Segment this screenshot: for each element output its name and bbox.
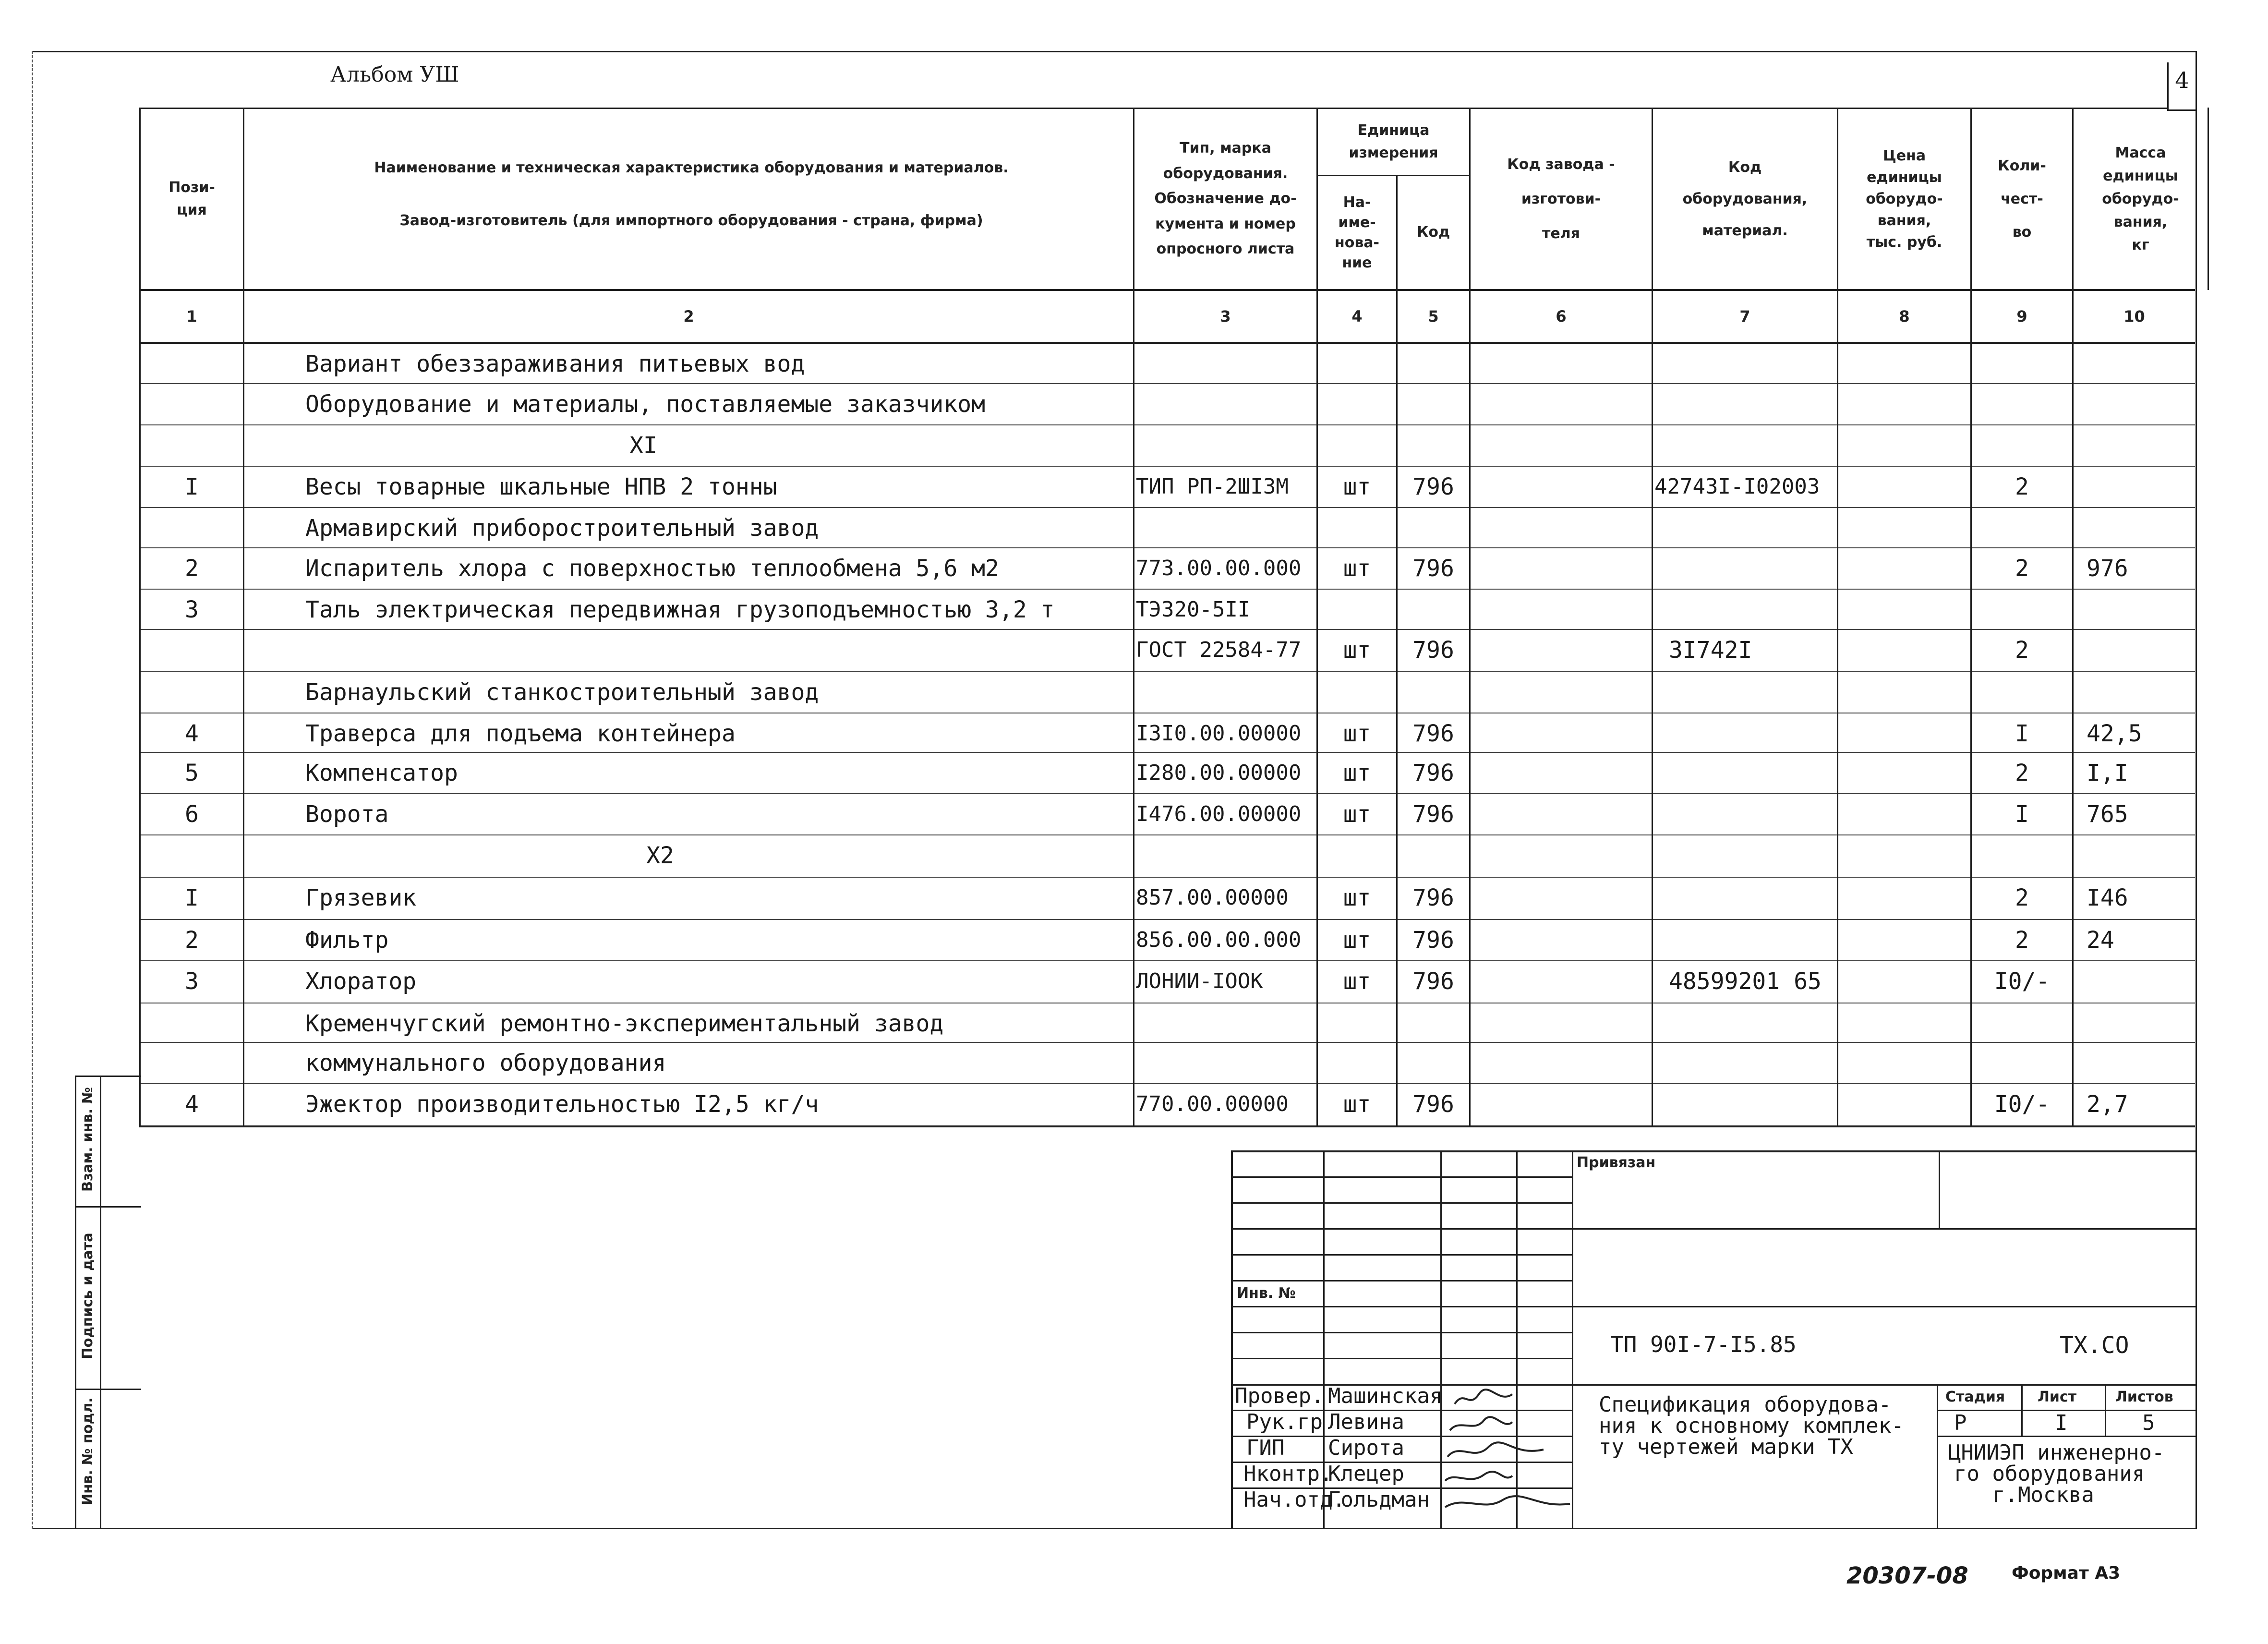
signature-squiggles: [1440, 1385, 1584, 1529]
row-6-pos: 3: [185, 596, 199, 623]
row-11-type: І476.00.00000: [1136, 802, 1302, 826]
col-num-10: 10: [2123, 307, 2145, 326]
header-equipment-code: Код оборудования, материал.: [1682, 158, 1808, 239]
frame-left-dashed: [32, 51, 34, 1529]
row-separator-3: [139, 466, 2195, 467]
title-role-3: Нконтр.: [1243, 1462, 1333, 1486]
row-14-code: 796: [1412, 927, 1454, 954]
row-10-unit: шт: [1343, 760, 1371, 786]
title-project-code: ТП 90І-7-І5.85: [1610, 1331, 1797, 1357]
title-org-0: ЦНИИЭП инженерно-: [1948, 1440, 2165, 1465]
row-14-mass: 24: [2087, 927, 2114, 954]
row-8-name: Барнаульский станкостроительный завод: [305, 679, 819, 706]
row-9-type: І3І0.00.00000: [1136, 721, 1302, 746]
row-11-unit: шт: [1343, 801, 1371, 828]
title-name-2: Сирота: [1328, 1436, 1404, 1460]
row-11-pos: 6: [185, 801, 199, 828]
row-3-ecode: 42743І-І02003: [1654, 474, 1820, 499]
header-unit-group: Единица измерения: [1349, 122, 1438, 161]
title-bound-label: Привязан: [1577, 1154, 1656, 1171]
row-6-type: ТЭ320-5ІІ: [1136, 597, 1251, 622]
row-15-qty: І0/-: [1994, 968, 2050, 995]
title-sheets-label: Листов: [2115, 1389, 2173, 1405]
row-3-type: ТИП РП-2ШІЗМ: [1136, 474, 1289, 499]
col-num-7: 7: [1739, 307, 1750, 326]
row-5-pos: 2: [185, 555, 199, 582]
title-name-3: Клецер: [1328, 1462, 1404, 1486]
header-unit-name: На- име- нова- ние: [1334, 193, 1380, 271]
page-number: 4: [2175, 67, 2189, 93]
row-5-type: 773.00.00.000: [1136, 556, 1302, 580]
header-mass: Масса единицы оборудо- вания, кг: [2102, 144, 2179, 254]
row-10-pos: 5: [185, 760, 199, 786]
row-15-code: 796: [1412, 968, 1454, 995]
row-5-code: 796: [1412, 555, 1454, 582]
album-label: Альбом УШ: [330, 62, 459, 87]
frame-top: [32, 51, 2197, 52]
row-18-code: 796: [1412, 1091, 1454, 1118]
col-num-1: 1: [186, 307, 197, 326]
row-14-name: Фильтр: [305, 927, 389, 954]
side-label-replaced-inv: Взам. инв. №: [79, 1087, 96, 1192]
row-10-mass: І,І: [2087, 760, 2128, 786]
row-2-center: XI: [629, 432, 657, 459]
row-separator-6: [139, 589, 2195, 590]
row-9-code: 796: [1412, 720, 1454, 747]
row-14-qty: 2: [2015, 927, 2029, 954]
row-7-qty: 2: [2015, 637, 2029, 664]
handwritten-number: 20307-08: [1846, 1562, 1968, 1589]
row-separator-8: [139, 671, 2195, 672]
title-description-2: ту чертежей марки ТХ: [1599, 1435, 1853, 1459]
row-10-code: 796: [1412, 760, 1454, 786]
frame-bottom: [32, 1528, 2197, 1529]
format-label: Формат А3: [2012, 1563, 2121, 1583]
header-type: Тип, марка оборудования. Обозначение до- кумента и номер опросного листа: [1154, 140, 1297, 258]
title-org-2: г.Москва: [1992, 1483, 2094, 1507]
row-18-qty: І0/-: [1994, 1091, 2050, 1118]
row-5-unit: шт: [1343, 555, 1371, 582]
row-10-qty: 2: [2015, 760, 2029, 786]
row-4-name: Армавирский приборостроительный завод: [305, 515, 819, 542]
row-13-pos: I: [185, 884, 199, 911]
row-separator-1: [139, 383, 2195, 384]
header-factory-code: Код завода - изготови- теля: [1507, 156, 1615, 242]
row-separator-15: [139, 960, 2195, 961]
row-13-unit: шт: [1343, 884, 1371, 911]
header-position: Пози- ция: [169, 179, 215, 218]
row-separator-7: [139, 629, 2195, 630]
row-13-code: 796: [1412, 884, 1454, 911]
title-name-1: Левина: [1328, 1410, 1404, 1434]
title-name-4: Гольдман: [1328, 1487, 1430, 1512]
row-9-unit: шт: [1343, 720, 1371, 747]
row-10-type: І280.00.00000: [1136, 761, 1302, 785]
row-separator-2: [139, 424, 2195, 425]
row-13-name: Грязевик: [305, 884, 417, 911]
row-10-name: Компенсатор: [305, 760, 458, 786]
side-label-inv-original: Инв. № подл.: [79, 1397, 96, 1505]
row-7-code: 796: [1412, 637, 1454, 664]
col-num-6: 6: [1556, 307, 1567, 326]
row-5-qty: 2: [2015, 555, 2029, 582]
row-15-ecode: 48599201 65: [1669, 968, 1822, 995]
row-12-center: X2: [646, 842, 674, 869]
col-num-8: 8: [1899, 307, 1910, 326]
row-0-name: Вариант обеззараживания питьевых вод: [305, 351, 805, 377]
row-15-unit: шт: [1343, 968, 1371, 995]
header-quantity: Коли- чест- во: [1998, 157, 2046, 241]
row-separator-5: [139, 547, 2195, 548]
title-sheets: 5: [2142, 1411, 2155, 1435]
header-name-line2: Завод-изготовитель (для импортного оборудования - страна, фирма): [399, 212, 983, 229]
title-description-0: Спецификация оборудова-: [1599, 1392, 1892, 1417]
row-3-qty: 2: [2015, 473, 2029, 500]
row-11-name: Ворота: [305, 801, 389, 828]
row-3-unit: шт: [1343, 473, 1371, 500]
title-sheet-label: Лист: [2038, 1389, 2077, 1405]
row-15-name: Хлоратор: [305, 968, 417, 995]
row-13-qty: 2: [2015, 884, 2029, 911]
row-7-unit: шт: [1343, 637, 1371, 664]
title-sheet: І: [2055, 1411, 2068, 1435]
row-7-ecode: 3І742І: [1669, 637, 1752, 664]
title-role-2: ГИП: [1246, 1436, 1285, 1460]
row-15-pos: 3: [185, 968, 199, 995]
row-9-pos: 4: [185, 720, 199, 747]
row-18-unit: шт: [1343, 1091, 1371, 1118]
row-7-type: ГОСТ 22584-77: [1136, 638, 1302, 662]
row-18-mass: 2,7: [2087, 1091, 2128, 1118]
row-separator-4: [139, 507, 2195, 508]
row-14-pos: 2: [185, 927, 199, 954]
row-1-name: Оборудование и материалы, поставляемые заказчиком: [305, 391, 986, 418]
row-3-name: Весы товарные шкальные НПВ 2 тонны: [305, 473, 777, 500]
title-org-1: го оборудования: [1954, 1462, 2145, 1486]
title-role-4: Нач.отд.: [1243, 1487, 1345, 1512]
col-num-2: 2: [683, 307, 694, 326]
row-5-mass: 976: [2087, 555, 2128, 582]
row-15-type: ЛОНИИ-ІООК: [1136, 969, 1263, 993]
row-9-qty: І: [2015, 720, 2029, 747]
row-16-name: Кременчугский ремонтно-экспериментальный завод: [305, 1010, 944, 1037]
col-num-4: 4: [1351, 307, 1363, 326]
row-separator-11: [139, 793, 2195, 794]
header-price: Цена единицы оборудо- вания, тыс. руб.: [1866, 147, 1943, 251]
row-3-pos: I: [185, 473, 199, 500]
row-14-unit: шт: [1343, 927, 1371, 954]
col-num-9: 9: [2016, 307, 2027, 326]
row-11-qty: І: [2015, 801, 2029, 828]
row-9-mass: 42,5: [2087, 720, 2142, 747]
row-11-code: 796: [1412, 801, 1454, 828]
row-9-name: Траверса для подъема контейнера: [305, 720, 736, 747]
header-unit-code: Код: [1416, 224, 1450, 241]
title-stage-label: Стадия: [1945, 1389, 2005, 1405]
row-14-type: 856.00.00.000: [1136, 928, 1302, 952]
row-separator-13: [139, 877, 2195, 878]
row-18-type: 770.00.00000: [1136, 1092, 1289, 1116]
row-18-pos: 4: [185, 1091, 199, 1118]
row-5-name: Испаритель хлора с поверхностью теплообмена 5,6 м2: [305, 555, 999, 582]
row-13-type: 857.00.00000: [1136, 885, 1289, 910]
col-num-3: 3: [1220, 307, 1231, 326]
title-stage: Р: [1954, 1411, 1967, 1435]
row-11-mass: 765: [2087, 801, 2128, 828]
row-13-mass: І46: [2087, 884, 2128, 911]
title-name-0: Машинская: [1328, 1384, 1443, 1408]
col-num-5: 5: [1428, 307, 1439, 326]
row-3-code: 796: [1412, 473, 1454, 500]
title-mark: ТХ.СО: [2060, 1332, 2129, 1359]
side-label-signature-date: Подпись и дата: [79, 1233, 96, 1359]
row-6-name: Таль электрическая передвижная грузоподъемностью 3,2 т: [305, 596, 1055, 623]
row-18-name: Эжектор производительностью І2,5 кг/ч: [305, 1091, 819, 1118]
row-separator-18: [139, 1083, 2195, 1084]
row-separator-12: [139, 834, 2195, 835]
title-description-1: ния к основному комплек-: [1599, 1414, 1904, 1438]
row-17-name: коммунального оборудования: [305, 1050, 666, 1076]
title-role-1: Рук.гр: [1246, 1410, 1323, 1434]
row-separator-14: [139, 919, 2195, 920]
title-inv-label: Инв. №: [1237, 1285, 1296, 1302]
header-name-line1: Наименование и техническая характеристика оборудования и материалов.: [374, 159, 1009, 176]
title-role-0: Провер.: [1235, 1384, 1324, 1408]
